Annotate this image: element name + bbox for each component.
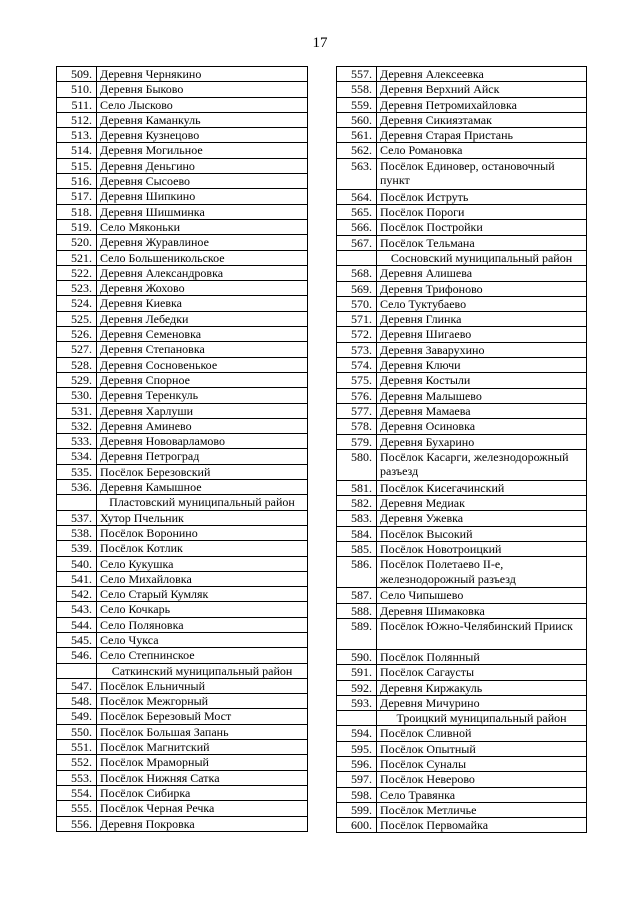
settlement-name: Посёлок Березовый Мост: [97, 709, 308, 724]
settlement-number: 544.: [57, 617, 97, 632]
settlement-number: 509.: [57, 67, 97, 82]
settlement-name: Деревня Жохово: [97, 281, 308, 296]
settlement-number: 586.: [337, 557, 377, 588]
settlement-row: [337, 403, 587, 418]
settlement-number: 520.: [57, 235, 97, 250]
settlement-row: [57, 571, 308, 586]
settlement-row: [337, 665, 587, 680]
settlement-name: Деревня Шипкино: [97, 189, 308, 204]
settlement-name: Деревня Деньгино: [97, 158, 308, 173]
settlement-name: Деревня Александровка: [97, 265, 308, 280]
settlement-row: [57, 158, 308, 173]
settlement-row: [337, 496, 587, 511]
settlement-number: 591.: [337, 665, 377, 680]
settlement-row: [57, 357, 308, 372]
settlement-row: [57, 724, 308, 739]
settlement-name: Село Кочкарь: [97, 602, 308, 617]
settlement-row: [337, 726, 587, 741]
settlement-row: [337, 143, 587, 158]
settlement-row: [337, 818, 587, 833]
settlement-row: [337, 358, 587, 373]
settlement-row: [337, 128, 587, 143]
settlement-row: [337, 526, 587, 541]
settlement-number: 576.: [337, 388, 377, 403]
settlement-number: 577.: [337, 403, 377, 418]
settlement-row: [337, 802, 587, 817]
settlement-number: 545.: [57, 632, 97, 647]
settlement-number: 560.: [337, 112, 377, 127]
settlement-number: 587.: [337, 588, 377, 603]
settlement-row: [337, 434, 587, 449]
settlement-name: Село Большеникольское: [97, 250, 308, 265]
settlement-name: Деревня Ключи: [377, 358, 587, 373]
settlement-name: Посёлок Первомайка: [377, 818, 587, 833]
settlement-row: [337, 680, 587, 695]
settlement-number: 531.: [57, 403, 97, 418]
settlement-name: Село Мяконьки: [97, 219, 308, 234]
settlement-row: [57, 143, 308, 158]
settlement-name: Посёлок Ельничный: [97, 678, 308, 693]
settlement-row: [337, 511, 587, 526]
settlement-number: 515.: [57, 158, 97, 173]
district-header-row: [337, 711, 587, 726]
settlement-number: 519.: [57, 219, 97, 234]
settlement-number: 569.: [337, 281, 377, 296]
settlement-name: Посёлок Березовский: [97, 464, 308, 479]
settlement-name: Посёлок Кисегачинский: [377, 480, 587, 495]
settlement-row: [337, 588, 587, 603]
settlement-row: [57, 770, 308, 785]
settlement-name: Посёлок Пороги: [377, 205, 587, 220]
settlement-row: [337, 756, 587, 771]
settlement-row: [57, 97, 308, 112]
settlement-name: Село Туктубаево: [377, 296, 587, 311]
settlement-name: Деревня Каманкуль: [97, 112, 308, 127]
settlement-number: 594.: [337, 726, 377, 741]
settlement-number: 597.: [337, 772, 377, 787]
page-number: 17: [312, 35, 328, 51]
settlement-name: Посёлок Нижняя Сатка: [97, 770, 308, 785]
settlement-name: Деревня Лебедки: [97, 311, 308, 326]
settlement-name: Деревня Медиак: [377, 496, 587, 511]
settlement-number: 592.: [337, 680, 377, 695]
district-name: Сосновский муниципальный район: [377, 250, 587, 265]
district-name: Троицкий муниципальный район: [377, 711, 587, 726]
settlement-name: Деревня Киевка: [97, 296, 308, 311]
settlement-name: Деревня Сосновенькое: [97, 357, 308, 372]
settlement-name: Село Михайловка: [97, 571, 308, 586]
settlement-number: 568.: [337, 266, 377, 281]
settlement-row: [57, 311, 308, 326]
settlement-name: Деревня Старая Пристань: [377, 128, 587, 143]
settlement-row: [337, 67, 587, 82]
settlement-row: [337, 235, 587, 250]
settlement-row: [57, 327, 308, 342]
settlement-name: Посёлок Суналы: [377, 756, 587, 771]
settlement-name: Посёлок Полянный: [377, 649, 587, 664]
district-name: Пластовский муниципальный район: [97, 495, 308, 510]
settlement-row: [57, 816, 308, 831]
number-cell-empty: [57, 495, 97, 510]
settlement-name: Деревня Теренкуль: [97, 388, 308, 403]
settlement-number: 585.: [337, 542, 377, 557]
settlement-row: [57, 204, 308, 219]
settlement-number: 541.: [57, 571, 97, 586]
settlement-row: [57, 174, 308, 189]
number-cell-empty: [337, 711, 377, 726]
settlement-row: [57, 556, 308, 571]
settlement-number: 588.: [337, 603, 377, 618]
settlement-name: Деревня Заварухино: [377, 342, 587, 357]
settlement-name: Посёлок Новотроицкий: [377, 542, 587, 557]
settlement-name: Деревня Осиновка: [377, 419, 587, 434]
settlement-number: 542.: [57, 587, 97, 602]
settlement-row: [57, 694, 308, 709]
settlement-name: Деревня Могильное: [97, 143, 308, 158]
settlement-number: 536.: [57, 480, 97, 495]
settlement-name: Деревня Семеновка: [97, 327, 308, 342]
settlement-name: Деревня Кузнецово: [97, 128, 308, 143]
settlement-number: 556.: [57, 816, 97, 831]
settlement-row: [57, 785, 308, 800]
settlement-number: 532.: [57, 418, 97, 433]
settlement-number: 559.: [337, 97, 377, 112]
settlement-number: 523.: [57, 281, 97, 296]
settlement-row: [57, 296, 308, 311]
settlement-number: 574.: [337, 358, 377, 373]
settlement-name: Посёлок Воронино: [97, 525, 308, 540]
settlement-row: [57, 587, 308, 602]
settlement-row: [337, 557, 587, 588]
number-cell-empty: [337, 250, 377, 265]
settlement-row: [57, 250, 308, 265]
settlement-row: [57, 449, 308, 464]
settlement-row: [337, 189, 587, 204]
settlement-row: [337, 296, 587, 311]
settlement-row: [57, 541, 308, 556]
settlement-row: [57, 755, 308, 770]
settlement-number: 561.: [337, 128, 377, 143]
settlement-number: 540.: [57, 556, 97, 571]
settlement-name: Деревня Малышево: [377, 388, 587, 403]
settlement-number: 581.: [337, 480, 377, 495]
settlement-name: Деревня Мичурино: [377, 695, 587, 710]
settlement-number: 513.: [57, 128, 97, 143]
settlement-number: 543.: [57, 602, 97, 617]
settlement-name: Деревня Нововарламово: [97, 434, 308, 449]
settlement-number: 534.: [57, 449, 97, 464]
settlement-name: Посёлок Южно-Челябинский Прииск: [377, 618, 587, 649]
settlement-row: [57, 189, 308, 204]
settlement-row: [57, 434, 308, 449]
settlement-number: 589.: [337, 618, 377, 649]
settlement-name: Село Чипышево: [377, 588, 587, 603]
settlement-number: 595.: [337, 741, 377, 756]
settlement-number: 571.: [337, 312, 377, 327]
settlement-number: 599.: [337, 802, 377, 817]
settlement-row: [337, 542, 587, 557]
settlement-name: Деревня Мамаева: [377, 403, 587, 418]
settlement-name: Хутор Пчельник: [97, 510, 308, 525]
settlement-row: [337, 312, 587, 327]
district-header-row: [337, 250, 587, 265]
settlement-row: [57, 128, 308, 143]
settlement-number: 562.: [337, 143, 377, 158]
settlement-number: 539.: [57, 541, 97, 556]
settlement-name: Деревня Ужевка: [377, 511, 587, 526]
settlement-row: [337, 205, 587, 220]
settlement-number: 575.: [337, 373, 377, 388]
settlement-row: [57, 403, 308, 418]
settlement-number: 527.: [57, 342, 97, 357]
settlement-name: Посёлок Тельмана: [377, 235, 587, 250]
settlement-name: Деревня Верхний Айск: [377, 82, 587, 97]
settlement-number: 564.: [337, 189, 377, 204]
settlement-row: [57, 235, 308, 250]
settlement-number: 600.: [337, 818, 377, 833]
settlement-number: 555.: [57, 801, 97, 816]
settlement-number: 537.: [57, 510, 97, 525]
settlement-number: 563.: [337, 158, 377, 189]
settlement-row: [57, 801, 308, 816]
settlement-name: Деревня Журавлиное: [97, 235, 308, 250]
settlement-number: 596.: [337, 756, 377, 771]
settlement-number: 552.: [57, 755, 97, 770]
settlement-row: [57, 740, 308, 755]
settlement-row: [337, 449, 587, 480]
settlement-row: [57, 82, 308, 97]
settlement-row: [337, 327, 587, 342]
settlement-number: 538.: [57, 525, 97, 540]
settlement-row: [337, 388, 587, 403]
settlement-row: [57, 67, 308, 82]
settlement-number: 558.: [337, 82, 377, 97]
settlement-number: 533.: [57, 434, 97, 449]
settlement-number: 549.: [57, 709, 97, 724]
settlement-row: [337, 266, 587, 281]
settlement-number: 511.: [57, 97, 97, 112]
settlement-row: [337, 82, 587, 97]
settlement-number: 551.: [57, 740, 97, 755]
settlement-name: Деревня Шигаево: [377, 327, 587, 342]
settlement-row: [57, 464, 308, 479]
settlement-name: Деревня Шимаковка: [377, 603, 587, 618]
settlement-number: 580.: [337, 449, 377, 480]
settlement-name: Деревня Шишминка: [97, 204, 308, 219]
settlement-number: 516.: [57, 174, 97, 189]
settlement-name: Деревня Степановка: [97, 342, 308, 357]
settlement-name: Деревня Покровка: [97, 816, 308, 831]
settlement-number: 524.: [57, 296, 97, 311]
settlement-row: [337, 603, 587, 618]
settlement-name: Посёлок Высокий: [377, 526, 587, 541]
settlement-number: 598.: [337, 787, 377, 802]
settlement-name: Посёлок Межгорный: [97, 694, 308, 709]
settlement-name: Посёлок Черная Речка: [97, 801, 308, 816]
settlement-name: Деревня Сикиязтамак: [377, 112, 587, 127]
settlement-number: 584.: [337, 526, 377, 541]
settlement-number: 528.: [57, 357, 97, 372]
settlement-name: Деревня Спорное: [97, 372, 308, 387]
settlement-name: Деревня Бухарино: [377, 434, 587, 449]
settlement-row: [57, 617, 308, 632]
settlement-number: 579.: [337, 434, 377, 449]
settlement-name: Деревня Аминево: [97, 418, 308, 433]
settlement-name: Село Романовка: [377, 143, 587, 158]
settlement-name: Село Кукушка: [97, 556, 308, 571]
settlement-row: [57, 632, 308, 647]
settlement-row: [57, 372, 308, 387]
settlement-name: Посёлок Метличье: [377, 802, 587, 817]
settlement-number: 583.: [337, 511, 377, 526]
settlement-number: 572.: [337, 327, 377, 342]
settlement-number: 526.: [57, 327, 97, 342]
settlement-row: [337, 158, 587, 189]
settlement-number: 554.: [57, 785, 97, 800]
settlement-name: Деревня Киржакуль: [377, 680, 587, 695]
settlement-name: Деревня Трифоново: [377, 281, 587, 296]
settlement-name: Село Травянка: [377, 787, 587, 802]
settlement-name: Село Старый Кумляк: [97, 587, 308, 602]
settlement-number: 529.: [57, 372, 97, 387]
settlement-number: 565.: [337, 205, 377, 220]
settlement-number: 510.: [57, 82, 97, 97]
settlement-name: Село Поляновка: [97, 617, 308, 632]
settlement-number: 582.: [337, 496, 377, 511]
settlement-number: 514.: [57, 143, 97, 158]
settlement-number: 530.: [57, 388, 97, 403]
settlement-name: Деревня Быково: [97, 82, 308, 97]
settlement-row: [57, 525, 308, 540]
settlement-name: Деревня Харлуши: [97, 403, 308, 418]
settlement-number: 546.: [57, 648, 97, 663]
settlement-name: Деревня Алексеевка: [377, 67, 587, 82]
settlement-row: [337, 618, 587, 649]
settlement-number: 525.: [57, 311, 97, 326]
settlements-table-left: [56, 66, 308, 832]
settlement-number: 566.: [337, 220, 377, 235]
settlement-row: [57, 648, 308, 663]
settlement-number: 550.: [57, 724, 97, 739]
settlement-row: [337, 695, 587, 710]
settlement-row: [337, 220, 587, 235]
settlement-row: [337, 741, 587, 756]
settlement-row: [57, 510, 308, 525]
settlement-row: [57, 265, 308, 280]
settlement-number: 553.: [57, 770, 97, 785]
settlement-row: [57, 112, 308, 127]
settlement-name: Деревня Костыли: [377, 373, 587, 388]
settlement-row: [57, 418, 308, 433]
settlement-name: Посёлок Полетаево II-е, железнодорожный разъезд: [377, 557, 587, 588]
settlement-name: Посёлок Котлик: [97, 541, 308, 556]
settlement-row: [57, 709, 308, 724]
settlement-row: [57, 602, 308, 617]
settlement-name: Село Лысково: [97, 97, 308, 112]
settlement-name: Деревня Алишева: [377, 266, 587, 281]
settlement-row: [337, 112, 587, 127]
settlement-row: [337, 787, 587, 802]
settlement-name: Посёлок Сагаусты: [377, 665, 587, 680]
settlement-name: Деревня Глинка: [377, 312, 587, 327]
settlement-number: 521.: [57, 250, 97, 265]
settlement-number: 567.: [337, 235, 377, 250]
settlement-name: Посёлок Большая Запань: [97, 724, 308, 739]
settlement-number: 517.: [57, 189, 97, 204]
settlement-name: Деревня Сысоево: [97, 174, 308, 189]
settlements-table-right: [336, 66, 587, 833]
settlement-name: Посёлок Магнитский: [97, 740, 308, 755]
settlement-number: 578.: [337, 419, 377, 434]
settlement-row: [337, 342, 587, 357]
settlement-row: [57, 281, 308, 296]
settlement-number: 547.: [57, 678, 97, 693]
settlement-row: [57, 388, 308, 403]
settlement-number: 593.: [337, 695, 377, 710]
settlement-number: 548.: [57, 694, 97, 709]
settlement-name: Посёлок Сливной: [377, 726, 587, 741]
district-name: Саткинский муниципальный район: [97, 663, 308, 678]
settlement-number: 512.: [57, 112, 97, 127]
settlement-name: Посёлок Мраморный: [97, 755, 308, 770]
settlement-row: [337, 373, 587, 388]
settlement-name: Посёлок Касарги, железнодорожный разъезд: [377, 449, 587, 480]
settlement-name: Посёлок Сибирка: [97, 785, 308, 800]
settlement-name: Село Чукса: [97, 632, 308, 647]
district-header-row: [57, 495, 308, 510]
settlement-number: 570.: [337, 296, 377, 311]
settlement-name: Деревня Чернякино: [97, 67, 308, 82]
number-cell-empty: [57, 663, 97, 678]
settlement-number: 535.: [57, 464, 97, 479]
settlement-row: [57, 678, 308, 693]
settlement-name: Посёлок Постройки: [377, 220, 587, 235]
settlement-name: Посёлок Опытный: [377, 741, 587, 756]
settlement-row: [337, 649, 587, 664]
settlement-row: [57, 219, 308, 234]
settlement-name: Село Степнинское: [97, 648, 308, 663]
settlement-name: Деревня Камышное: [97, 480, 308, 495]
settlement-number: 518.: [57, 204, 97, 219]
settlement-row: [337, 419, 587, 434]
settlement-name: Деревня Петромихайловка: [377, 97, 587, 112]
settlement-name: Посёлок Неверово: [377, 772, 587, 787]
settlement-name: Деревня Петроград: [97, 449, 308, 464]
settlement-row: [57, 480, 308, 495]
settlement-row: [337, 480, 587, 495]
settlement-row: [337, 97, 587, 112]
district-header-row: [57, 663, 308, 678]
settlement-row: [57, 342, 308, 357]
settlement-number: 557.: [337, 67, 377, 82]
settlement-number: 522.: [57, 265, 97, 280]
settlement-number: 573.: [337, 342, 377, 357]
settlement-number: 590.: [337, 649, 377, 664]
settlement-name: Посёлок Иструть: [377, 189, 587, 204]
settlement-name: Посёлок Единовер, остановочный пункт: [377, 158, 587, 189]
settlement-row: [337, 772, 587, 787]
settlement-row: [337, 281, 587, 296]
